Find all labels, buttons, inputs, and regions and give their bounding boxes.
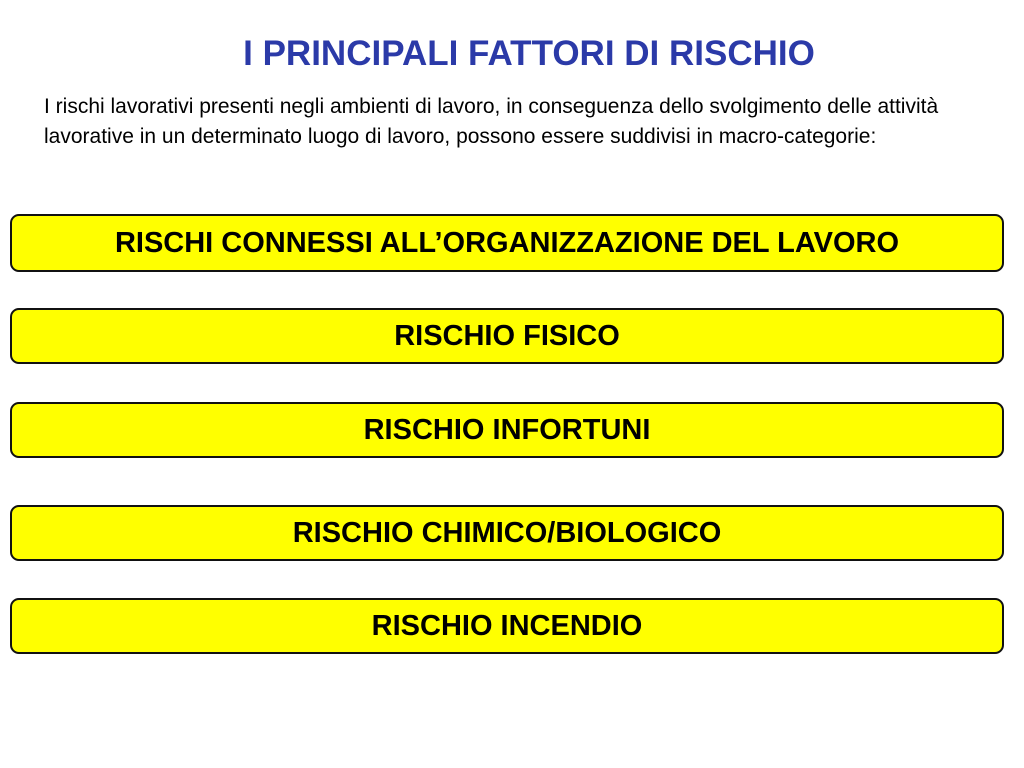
category-box-organizzazione (10, 214, 1004, 272)
category-label: RISCHIO INCENDIO (371, 609, 643, 642)
category-box-infortuni (10, 402, 1004, 458)
category-label: RISCHIO CHIMICO/BIOLOGICO (292, 516, 722, 549)
category-box-incendio (10, 598, 1004, 654)
category-label: RISCHI CONNESSI ALL’ORGANIZZAZIONE DEL LAVORO (114, 226, 900, 259)
slide-title: I PRINCIPALI FATTORI DI RISCHIO (243, 34, 815, 73)
category-label: RISCHIO FISICO (394, 319, 620, 352)
category-label: RISCHIO INFORTUNI (363, 413, 651, 446)
intro-paragraph: I rischi lavorativi presenti negli ambienti di lavoro, in conseguenza dello svolgimento delle attività lavorative in un determinato luogo di lavoro, possono essere suddivisi in macro-categorie: (44, 95, 939, 148)
category-box-fisico (10, 308, 1004, 364)
category-box-chimico-biologico (10, 505, 1004, 561)
